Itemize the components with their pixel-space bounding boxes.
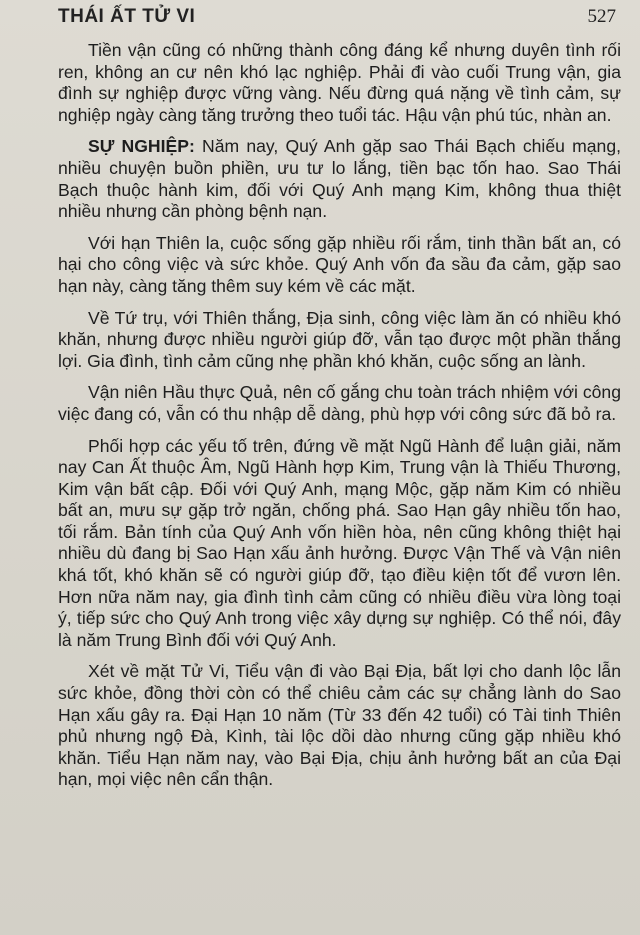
section-heading: SỰ NGHIỆP: [88,136,195,157]
paragraph-text: Xét về mặt Tử Vi, Tiểu vận đi vào Bại Địa, bất lợi cho danh lộc lẫn sức khỏe, đồng thời còn có thể chiêu cảm các sự chẳng lành do Sao Hạn xấu gây ra. Đại Hạn 10 năm (Từ 33 đến 42 tuổi) có Tài tinh Thiên phủ nhưng ngộ Đà, Kình, tài lộc dồi dào nhưng cũng gặp nhiều khó khăn. Tiểu Hạn năm nay, vào Bại Địa, chịu ảnh hưởng bất an của Đại hạn, mọi việc nên cẩn thận. [58,661,621,790]
paragraph [58,40,621,126]
paragraph [58,436,621,652]
page-number: 527 [587,6,616,27]
paragraph-text: Phối hợp các yếu tố trên, đứng về mặt Ngũ Hành để luận giải, năm nay Can Ất thuộc Âm, Ngũ Hành hợp Kim, Trung vận là Thiếu Thương, Kim vận bất cập. Đối với Quý Anh, mạng Mộc, gặp năm Kim có nhiều bất an, mưu sự gặp trở ngăn, chống phá. Sao Hạn gây nhiều tốn hao, tối rắm. Bản tính của Quý Anh vốn hiền hòa, nên cũng không thiệt hại nhiều dù đang bị Sao Hạn xấu ảnh hưởng. Được Vận Thế và Vận niên khá tốt, khó khăn sẽ có người giúp đỡ, tạo điều kiện tốt để vươn lên. Hơn nữa năm nay, gia đình tình cảm cũng có nhiều điều vừa lòng toại ý, tiếp sức cho Quý Anh trong việc xây dựng sự nghiệp. Có thể nói, đây là năm Trung Bình đối với Quý Anh. [58,435,621,650]
paragraph [58,308,621,373]
page-header [58,6,616,30]
page-body [58,40,621,801]
paragraph-text: Với hạn Thiên la, cuộc sống gặp nhiều rối rắm, tinh thần bất an, có hại cho công việc và sức khỏe. Quý Anh vốn đa sầu đa cảm, gặp sao hạn này, càng tăng thêm suy kém về các mặt. [58,232,621,296]
running-title: THÁI ẤT TỬ VI [58,6,196,27]
paragraph-text: Tiền vận cũng có những thành công đáng kể nhưng duyên tình rối ren, không an cư nên khó lạc nghiệp. Phải đi vào cuối Trung vận, gia đình sự nghiệp được vững vàng. Nếu đừng quá nặng về tình cảm, sự nghiệp ngày càng tăng trưởng theo tuổi tác. Hậu vận phú túc, nhàn an. [58,40,621,125]
paragraph [58,136,621,222]
paragraph-text: Năm nay, Quý Anh gặp sao Thái Bạch chiếu mạng, nhiều chuyện buồn phiền, ưu tư lo lắng, tiền bạc tốn hao. Sao Thái Bạch thuộc hành kim, đối với Quý Anh mạng Kim, không thua thiệt nhiều nhưng cần phòng bệnh nạn. [58,136,621,222]
paragraph-text: Vận niên Hầu thực Quả, nên cố gắng chu toàn trách nhiệm với công việc đang có, vẫn có thu nhập dễ dàng, phù hợp với công sức đã bỏ ra. [58,382,621,424]
paragraph [58,233,621,298]
paragraph [58,661,621,791]
paragraph-text: Về Tứ trụ, với Thiên thắng, Địa sinh, công việc làm ăn có nhiều khó khăn, nhưng được nhiều người giúp đỡ, vẫn tạo được một phần thắng lợi. Gia đình, tình cảm cũng nhẹ phần khó khăn, cuộc sống an lành. [58,307,621,371]
paragraph [58,382,621,425]
